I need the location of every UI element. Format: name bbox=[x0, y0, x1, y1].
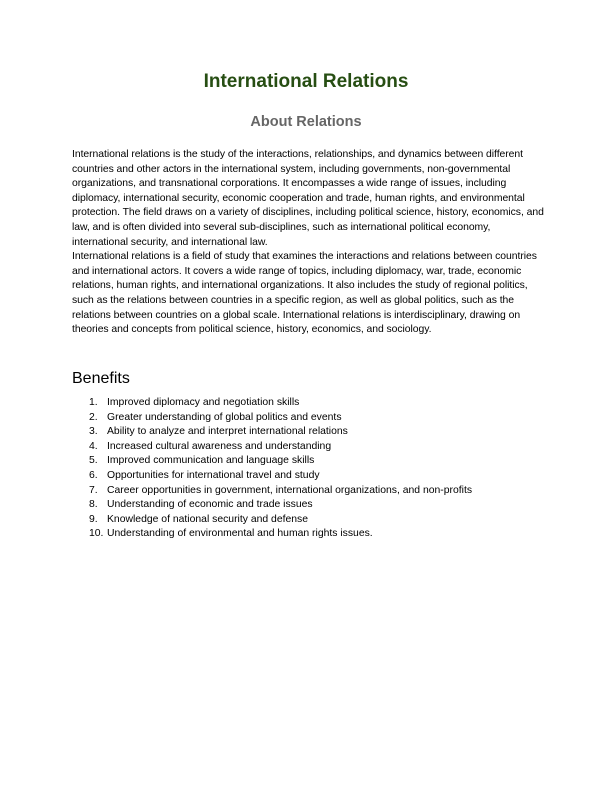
document-title: International Relations bbox=[203, 71, 409, 92]
paragraph-1: International relations is the study of the interactions, relationships, and dynamics between different countries and other actors in the international system, including governments, non-governmental organizations, and transnational corporations. It encompasses a wide range of issues, including diplomacy, international security, economic cooperation and trade, human rights, and environmental protection. The field draws on a variety of disciplines, including political science, history, economics, and law, and is often divided into several sub-disciplines, such as international political economy, international security, and international law. bbox=[72, 149, 544, 248]
list-text: Improved communication and language skills bbox=[107, 455, 315, 467]
list-text: Greater understanding of global politics and events bbox=[107, 411, 342, 423]
list-text: Improved diplomacy and negotiation skills bbox=[107, 397, 300, 408]
list-text: Knowledge of national security and defense bbox=[107, 513, 309, 525]
list-item bbox=[72, 527, 472, 542]
list-text: Opportunities for international travel and study bbox=[107, 469, 320, 481]
list-item bbox=[72, 484, 472, 499]
list-item bbox=[72, 498, 472, 513]
list-text: Career opportunities in government, international organizations, and non-profits bbox=[107, 484, 473, 496]
list-item bbox=[72, 469, 472, 484]
list-number: 5. bbox=[89, 455, 98, 467]
paragraph-2: International relations is a field of study that examines the interactions and relations between countries and international actors. It covers a wide range of topics, including diplomacy, war, trade, economic relations, human rights, and international organizations. It also includes the study of regional politics, such as the relations between countries in a specific region, as well as global politics, such as the relations between countries on a global scale. International relations is interdisciplinary, drawing on theories and concepts from political science, history, economics, and sociology. bbox=[72, 251, 537, 336]
list-number: 1. bbox=[89, 397, 98, 408]
list-number: 3. bbox=[89, 426, 98, 438]
list-item bbox=[72, 396, 472, 411]
document-subtitle: About Relations bbox=[250, 114, 362, 130]
list-item bbox=[72, 411, 472, 426]
list-number: 8. bbox=[89, 499, 98, 511]
list-item bbox=[72, 440, 472, 455]
list-text: Ability to analyze and interpret international relations bbox=[107, 426, 348, 438]
list-number: 10. bbox=[89, 528, 104, 540]
benefits-list bbox=[72, 396, 472, 542]
list-item bbox=[72, 513, 472, 528]
list-number: 9. bbox=[89, 513, 98, 525]
benefits-heading: Benefits bbox=[72, 370, 130, 387]
body-text bbox=[72, 148, 544, 338]
list-item bbox=[72, 425, 472, 440]
list-number: 7. bbox=[89, 484, 98, 496]
list-number: 4. bbox=[89, 440, 98, 452]
list-number: 6. bbox=[89, 469, 98, 481]
list-text: Understanding of environmental and human rights issues. bbox=[107, 528, 373, 540]
list-text: Increased cultural awareness and understanding bbox=[107, 440, 332, 452]
list-text: Understanding of economic and trade issues bbox=[107, 499, 313, 511]
list-item bbox=[72, 454, 472, 469]
list-number: 2. bbox=[89, 411, 98, 423]
